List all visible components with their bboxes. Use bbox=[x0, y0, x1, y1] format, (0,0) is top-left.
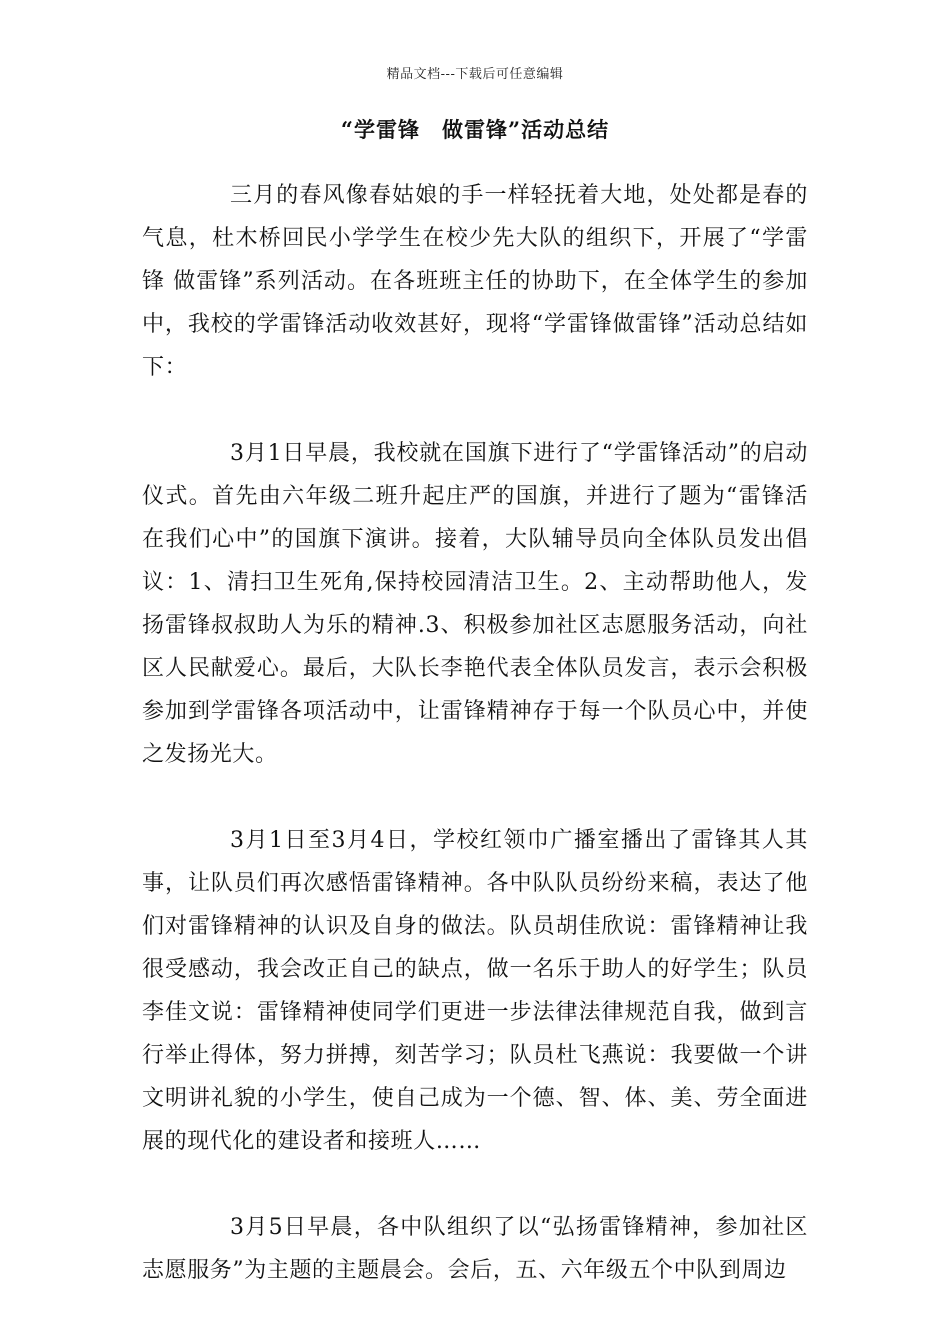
paragraph-broadcast: 3月1日至3月4日，学校红领巾广播室播出了雷锋其人其事，让队员们再次感悟雷锋精神。各中队队员纷纷来稿，表达了他们对雷锋精神的认识及自身的做法。队员胡佳欣说：雷锋精神让我很受感动，我会改正自己的缺点，做一名乐于助人的好学生；队员李佳文说：雷锋精神使同学们更进一步法律法律规范自我，做到言行举止得体，努力拼搏，刻苦学习；队员杜飞燕说：我要做一个讲文明讲礼貌的小学生，使自己成为一个德、智、体、美、劳全面进展的现代化的建设者和接班人…… bbox=[142, 828, 808, 1154]
document-body bbox=[142, 174, 808, 1335]
document-title: “学雷锋 做雷锋”活动总结 bbox=[340, 117, 610, 142]
header-note: 精品文档---下载后可任意编辑 bbox=[386, 67, 564, 82]
paragraph-intro: 三月的春风像春姑娘的手一样轻抚着大地，处处都是春的气息，杜木桥回民小学学生在校少先大队的组织下，开展了“学雷锋 做雷锋”系列活动。在各班班主任的协助下，在全体学生的参加中，我校的学雷锋活动收效甚好，现将“学雷锋做雷锋”活动总结如下： bbox=[142, 183, 808, 380]
paragraph-morning-meeting: 3月5日早晨，各中队组织了以“弘扬雷锋精神，参加社区志愿服务”为主题的主题晨会。会后，五、六年级五个中队到周边 bbox=[142, 1215, 808, 1283]
paragraph-launch-ceremony: 3月1日早晨，我校就在国旗下进行了“学雷锋活动”的启动仪式。首先由六年级二班升起庄严的国旗，并进行了题为“雷锋活在我们心中”的国旗下演讲。接着，大队辅导员向全体队员发出倡议：1、清扫卫生死角,保持校园清洁卫生。2、主动帮助他人，发扬雷锋叔叔助人为乐的精神.3、积极参加社区志愿服务活动，向社区人民献爱心。最后，大队长李艳代表全体队员发言，表示会积极参加到学雷锋各项活动中，让雷锋精神存于每一个队员心中，并使之发扬光大。 bbox=[142, 441, 808, 767]
